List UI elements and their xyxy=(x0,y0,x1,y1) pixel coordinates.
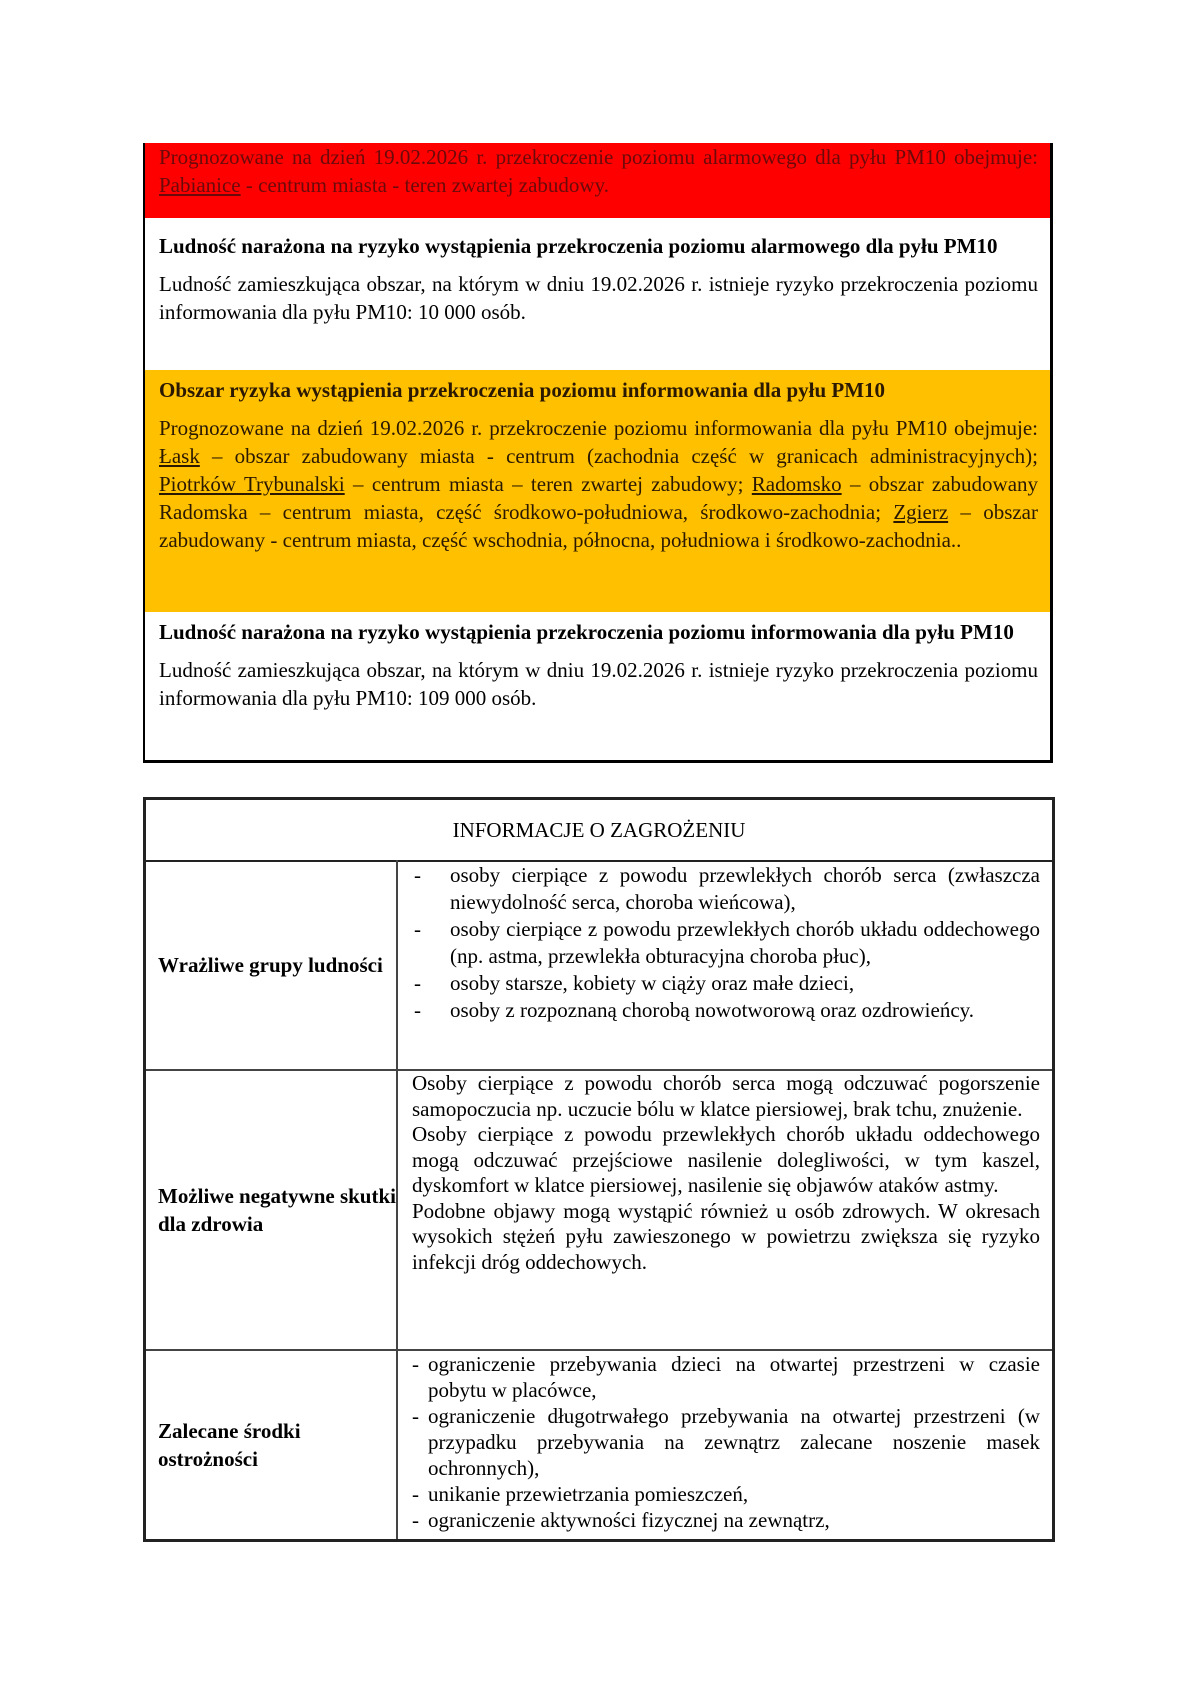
list-item: - osoby z rozpoznaną chorobą nowotworową oraz ozdrowieńcy. xyxy=(414,998,975,1022)
alarm-population-heading: Ludność narażona na ryzyko wystąpienia przekroczenia poziomu alarmowego dla pyłu PM10 xyxy=(159,234,998,258)
table-row-sensitive-groups xyxy=(146,860,1052,1071)
threat-info-table xyxy=(143,797,1055,1542)
table-row-precautions xyxy=(146,1351,1052,1539)
info-city-radomsko: Radomsko xyxy=(751,472,842,496)
info-city-piotrkow: Piotrków Trybunalski xyxy=(159,472,345,496)
list-item: - ograniczenie przebywania dzieci na otwartej przestrzeni w czasie pobytu w placówce, xyxy=(412,1352,1040,1402)
list-item: - osoby starsze, kobiety w ciąży oraz małe dzieci, xyxy=(414,971,855,995)
alarm-area-section xyxy=(145,143,1050,218)
paragraph: Osoby cierpiące z powodu przewlekłych chorób układu oddechowego mogą odczuwać przejściowe nasilenie dolegliwości, w tym kaszel, dyskomfort w klatce piersiowej, nasilenie się objawów ataków astmy. xyxy=(412,1122,1040,1197)
info-city-lask: Łask xyxy=(159,444,200,468)
alarm-area-text: Prognozowane na dzień 19.02.2026 r. przekroczenie poziomu alarmowego dla pyłu PM10 obejmuje: Pabianice - centrum miasta - teren zwartej zabudowy. xyxy=(159,145,1038,197)
list-item: - ograniczenie aktywności fizycznej na zewnątrz, xyxy=(412,1508,830,1532)
alarm-population-section xyxy=(145,218,1050,370)
list-item: - osoby cierpiące z powodu przewlekłych chorób układu oddechowego (np. astma, przewlekła obturacyjna choroba płuc), xyxy=(414,917,1040,968)
alarm-city-pabianice: Pabianice xyxy=(159,173,241,197)
paragraph: Osoby cierpiące z powodu chorób serca mogą odczuwać pogorszenie samopoczucia np. uczucie bólu w klatce piersiowej, brak tchu, znużenie. xyxy=(412,1071,1040,1121)
row-label: Możliwe negatywne skutki dla zdrowia xyxy=(146,1071,398,1349)
info-area-heading: Obszar ryzyka wystąpienia przekroczenia poziomu informowania dla pyłu PM10 xyxy=(159,378,886,402)
info-population-body: Ludność zamieszkująca obszar, na którym w dniu 19.02.2026 r. istnieje ryzyko przekroczenia poziomu informowania dla pyłu PM10: 109 000 osób. xyxy=(159,658,1038,710)
list-item: - osoby cierpiące z powodu przewlekłych chorób serca (zwłaszcza niewydolność serca, choroba wieńcowa), xyxy=(414,863,1040,914)
forecast-table xyxy=(143,143,1053,763)
list-item: - ograniczenie długotrwałego przebywania na otwartej przestrzeni (w przypadku przebywania na zewnątrz zalecane noszenie masek ochronnych), xyxy=(412,1404,1040,1480)
info-area-section xyxy=(145,370,1050,612)
table-row-health-effects xyxy=(146,1071,1052,1351)
info-population-heading: Ludność narażona na ryzyko wystąpienia przekroczenia poziomu informowania dla pyłu PM10 xyxy=(159,620,1014,644)
info-area-text: Prognozowane na dzień 19.02.2026 r. przekroczenie poziomu informowania dla pyłu PM10 obejmuje: Łask – obszar zabudowany miasta - centrum (zachodnia część w granicach administracyjnych); Piotrków Trybunalski – centrum miasta – teren zwartej zabudowy; Radomsko – obszar zabudowany Radomska – centrum miasta, część środkowo-południowa, środkowo-zachodnia; Zgierz – obszar zabudowany - centrum miasta, część wschodnia, północna, południowa i środkowo-zachodnia.. xyxy=(159,416,1039,552)
list-item: - unikanie przewietrzania pomieszczeń, xyxy=(412,1482,749,1506)
info-city-zgierz: Zgierz xyxy=(893,500,949,524)
row-content xyxy=(400,860,1052,1069)
row-content xyxy=(400,1071,1052,1349)
row-content xyxy=(400,1351,1052,1539)
threat-table-title: INFORMACJE O ZAGROŻENIU xyxy=(146,800,1052,862)
info-population-section xyxy=(145,612,1050,760)
row-label: Wrażliwe grupy ludności xyxy=(146,860,398,1069)
alarm-population-body: Ludność zamieszkująca obszar, na którym w dniu 19.02.2026 r. istnieje ryzyko przekroczenia poziomu informowania dla pyłu PM10: 10 000 osób. xyxy=(159,272,1038,324)
row-label: Zalecane środki ostrożności xyxy=(146,1351,398,1539)
paragraph: Podobne objawy mogą wystąpić również u osób zdrowych. W okresach wysokich stężeń pyłu zawieszonego w powietrzu zwiększa się ryzyko infekcji dróg oddechowych. xyxy=(412,1198,1040,1274)
